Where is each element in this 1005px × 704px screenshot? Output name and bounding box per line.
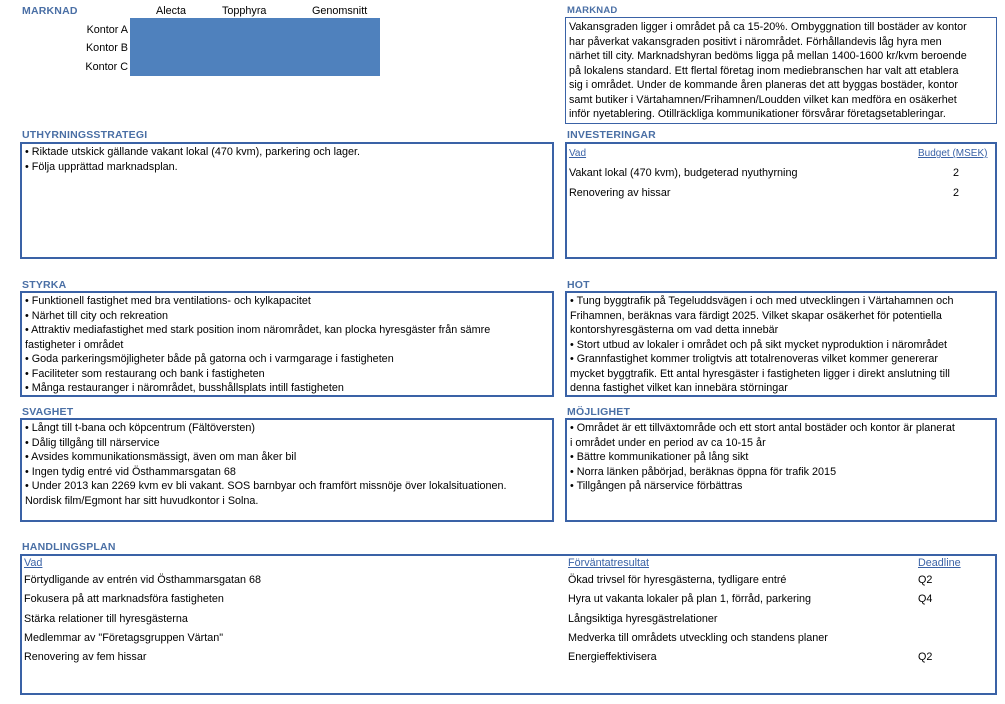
market-description xyxy=(569,20,993,122)
action-row-deadline: Q4 xyxy=(918,593,933,605)
weakness-line: • Under 2013 kan 2269 kvm ev bli vakant. SOS barnbyar och framfört missnöje över lokalsituationen. xyxy=(25,480,507,492)
threats-title: HOT xyxy=(567,279,590,291)
investments-title: INVESTERINGAR xyxy=(567,129,656,141)
market-row-kontor-a: Kontor A xyxy=(86,24,128,36)
threat-line: • Stort utbud av lokaler i området och på sikt mycket nyproduktion i närområdet xyxy=(570,338,948,351)
market-line: inför nyetablering. Otillräckliga kommunikationer försvårar företagsetableringar. xyxy=(569,108,946,120)
strength-line: • Attraktiv mediafastighet med stark position inom närområdet, kan plocka hyresgäster från sämre xyxy=(25,324,491,336)
market-col-alecta: Alecta xyxy=(156,5,187,17)
weakness-line: • Avsides kommunikationsmässigt, även om man åker bil xyxy=(25,451,297,463)
action-row-deadline: Q2 xyxy=(918,651,933,663)
strength-line: • Faciliteter som restaurang och bank i fastigheten xyxy=(25,367,265,380)
opportunities-box xyxy=(565,418,997,522)
investment-row-what: Vakant lokal (470 kvm), budgeterad nyuthyrning xyxy=(569,167,798,179)
action-row-result: Långsiktiga hyresgästrelationer xyxy=(568,613,718,625)
action-plan-col-result: Förväntatresultat xyxy=(568,557,650,569)
market-right-title: MARKNAD xyxy=(567,5,618,16)
action-row-deadline: Q2 xyxy=(918,574,933,586)
investments-col-what: Vad xyxy=(569,148,587,159)
investments-box xyxy=(565,142,997,259)
market-left-title: MARKNAD xyxy=(22,5,78,17)
market-line: på lokalens standard. Ett flertal företag inom mediebranschen har valt att etablera xyxy=(569,64,959,77)
action-plan-title: HANDLINGSPLAN xyxy=(22,541,116,553)
threat-line: • Tung byggtrafik på Tegeluddsvägen i och med utvecklingen i Värtahamnen och xyxy=(570,295,954,307)
action-plan-box xyxy=(20,554,997,695)
threats-box xyxy=(565,291,997,397)
opportunity-line: • Området är ett tillväxtområde och ett stort antal bostäder och kontor är planerat xyxy=(570,422,955,434)
threat-line: mycket byggtrafik. Ett antal hyresgäster i fastigheten ligger i direkt anslutning till xyxy=(570,367,950,380)
opportunity-line: i området under en period av ca 10-15 år xyxy=(570,436,766,449)
threat-line: kontorshyresgästerna om vad detta innebär xyxy=(570,324,779,336)
strength-line: • Goda parkeringsmöjligheter både på gatorna och i varmgarage i fastigheten xyxy=(25,353,394,365)
strength-line: • Funktionell fastighet med bra ventilations- och kylkapacitet xyxy=(25,295,311,307)
strategy-item: • Riktade utskick gällande vakant lokal (470 kvm), parkering och lager. xyxy=(25,146,361,158)
market-col-genomsnitt: Genomsnitt xyxy=(312,5,368,17)
market-line: har påverkat vakansgraden positivt i närområdet. Förhållandevis låg hyra men xyxy=(569,35,942,48)
action-row-what: Medlemmar av "Företagsgruppen Värtan" xyxy=(24,632,224,644)
opportunity-line: • Bättre kommunikationer på lång sikt xyxy=(570,451,749,463)
market-line: närhet till city. Marknadshyran bedöms ligga på mellan 1400-1600 kr/kvm beroende xyxy=(569,50,967,62)
action-plan-col-deadline: Deadline xyxy=(918,557,961,569)
action-row-result: Ökad trivsel för hyresgästerna, tydligare entré xyxy=(568,574,787,586)
threat-line: • Grannfastighet kommer troligtvis att totalrenoveras vilket kommer genererar xyxy=(570,353,939,365)
strategy-item: • Följa upprättad marknadsplan. xyxy=(25,160,178,173)
market-col-topphyra: Topphyra xyxy=(222,5,267,17)
action-row-result: Hyra ut vakanta lokaler på plan 1, förråd, parkering xyxy=(568,593,812,605)
strength-line: • Många restauranger i närområdet, busshållsplats intill fastigheten xyxy=(25,382,344,394)
weakness-line: • Långt till t-bana och köpcentrum (Fältöversten) xyxy=(25,422,256,434)
strengths-box xyxy=(20,291,554,397)
investment-row-budget: 2 xyxy=(953,167,960,179)
threat-line: Frihamnen, beräknas vara färdigt 2025. Vilket skapar osäkerhet för potentiella xyxy=(570,309,942,322)
threat-line: denna fastighet vilket kan innebära störningar xyxy=(570,382,788,394)
market-row-kontor-b: Kontor B xyxy=(85,42,128,54)
action-row-what: Stärka relationer till hyresgästerna xyxy=(24,613,188,625)
market-line: samt butiker i Värtahamnen/Frihamnen/Loudden vilket kan medföra en osäkerhet xyxy=(569,93,957,106)
market-line: sig i området. Under de kommande åren planeras det att byggas bostäder, kontor xyxy=(569,79,958,91)
action-row-result: Medverka till områdets utveckling och standens planer xyxy=(568,632,828,644)
opportunities-title: MÖJLIGHET xyxy=(567,406,631,418)
action-row-what: Renovering av fem hissar xyxy=(24,651,147,663)
action-row-what: Fokusera på att marknadsföra fastigheten xyxy=(24,593,224,605)
action-plan-col-what: Vad xyxy=(24,557,43,569)
strengths-title: STYRKA xyxy=(22,279,67,291)
weaknesses-title: SVAGHET xyxy=(22,406,74,418)
market-data-block xyxy=(130,18,380,76)
investment-row-what: Renovering av hissar xyxy=(569,187,671,199)
opportunity-line: • Tillgången på närservice förbättras xyxy=(570,480,743,492)
weakness-line: Nordisk film/Egmont har sitt huvudkontor i Solna. xyxy=(25,494,259,507)
strength-line: fastigheter i området xyxy=(25,338,124,351)
weakness-line: • Ingen tydig entré vid Östhammarsgatan 68 xyxy=(25,465,236,478)
strategy-box xyxy=(20,142,554,259)
opportunity-line: • Norra länken påbörjad, beräknas öppna för trafik 2015 xyxy=(570,465,837,478)
weakness-line: • Dålig tillgång till närservice xyxy=(25,436,160,449)
market-line: Vakansgraden ligger i området på ca 15-20%. Ombyggnation till bostäder av kontor xyxy=(569,21,967,33)
weaknesses-box xyxy=(20,418,554,522)
market-description-box xyxy=(565,17,997,124)
investment-row-budget: 2 xyxy=(953,187,960,199)
strategy-title: UTHYRNINGSSTRATEGI xyxy=(22,129,148,141)
action-row-what: Förtydligande av entrén vid Östhammarsgatan 68 xyxy=(24,574,262,586)
investments-col-budget: Budget (MSEK) xyxy=(918,148,988,159)
action-row-result: Energieffektivisera xyxy=(568,651,657,663)
strength-line: • Närhet till city och rekreation xyxy=(25,309,168,322)
market-row-kontor-c: Kontor C xyxy=(85,61,128,73)
